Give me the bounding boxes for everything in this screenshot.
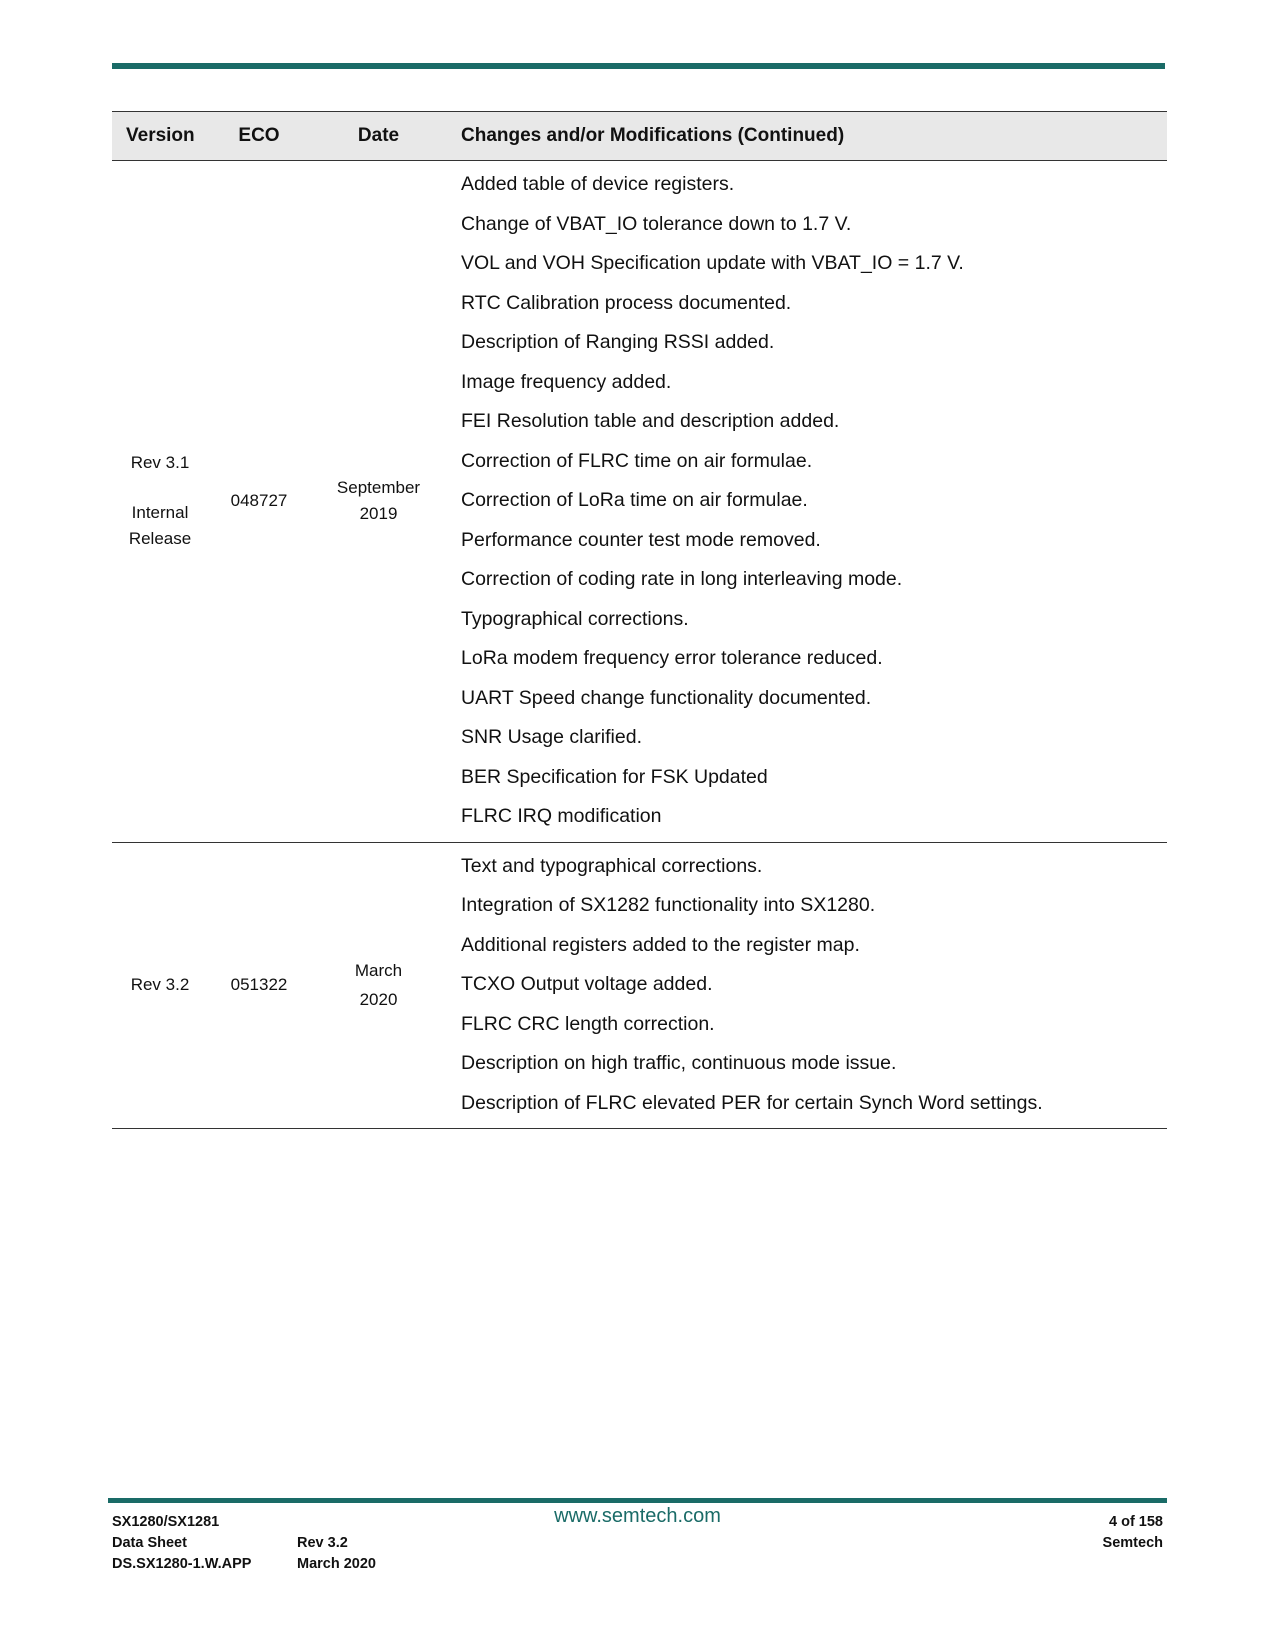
footer-date: March 2020 [297,1556,376,1572]
footer-product: SX1280/SX1281 [112,1514,220,1530]
change-item: Typographical corrections. [461,607,689,630]
change-item: UART Speed change functionality documented. [461,686,872,709]
date-line1: March [354,961,403,981]
header-date: Date [310,112,447,161]
header-version: Version [112,112,208,161]
version-cell: Rev 3.2 [112,842,208,1129]
footer-url-link[interactable]: www.semtech.com [554,1505,721,1527]
change-item: RTC Calibration process documented. [461,291,792,314]
footer-page-number: 4 of 158 [1109,1514,1163,1530]
footer-doc-type: Data Sheet [112,1535,187,1551]
footer-revision-info [297,1533,376,1575]
change-item: LoRa modem frequency error tolerance reduced. [461,647,883,669]
change-item: Text and typographical corrections. [461,854,763,877]
change-item: FLRC CRC length correction. [461,1012,715,1035]
changes-cell [447,842,1167,1129]
change-item: Performance counter test mode removed. [461,528,821,551]
footer-revision: Rev 3.2 [297,1535,348,1551]
change-item: VOL and VOH Specification update with VBAT_IO = 1.7 V. [461,252,964,274]
table-row-rev-3-2 [112,842,1167,1129]
version-note-line1: Internal [131,503,189,523]
table-row-rev-3-1 [112,161,1167,843]
revision-history-table [112,111,1167,1129]
change-item: Image frequency added. [461,370,672,393]
change-item: Integration of SX1282 functionality into SX1280. [461,894,876,916]
change-item: BER Specification for FSK Updated [461,765,768,788]
change-item: FEI Resolution table and description added. [461,410,840,432]
change-item: TCXO Output voltage added. [461,973,713,995]
eco-cell: 048727 [208,161,310,843]
date-line1: September [336,478,421,498]
change-item: Additional registers added to the register map. [461,933,860,956]
header-changes: Changes and/or Modifications (Continued) [447,112,1167,161]
date-cell [310,161,447,843]
change-item: Added table of device registers. [461,173,735,195]
top-rule [112,63,1165,69]
change-item: Change of VBAT_IO tolerance down to 1.7 V. [461,212,852,235]
change-item: Description on high traffic, continuous mode issue. [461,1052,897,1074]
date-line2: 2019 [359,504,398,524]
change-item: SNR Usage clarified. [461,726,642,748]
footer-company: Semtech [1102,1535,1163,1551]
version-label: Rev 3.1 [130,453,190,473]
change-item: Correction of LoRa time on air formulae. [461,489,808,511]
change-item: FLRC IRQ modification [461,805,662,827]
date-cell [310,842,447,1129]
version-cell [112,161,208,843]
version-note-line2: Release [128,529,192,549]
table-header-row [112,112,1167,161]
header-eco: ECO [208,112,310,161]
changes-list [447,843,1167,1129]
changes-list [447,161,1167,842]
date-line2: 2020 [359,990,398,1010]
change-item: Description of FLRC elevated PER for certain Synch Word settings. [461,1091,1043,1114]
change-item: Correction of FLRC time on air formulae. [461,449,813,472]
footer-page-info [1103,1512,1163,1554]
footer-doc-id: DS.SX1280-1.W.APP [112,1556,252,1572]
eco-cell: 051322 [208,842,310,1129]
change-item: Description of Ranging RSSI added. [461,331,775,353]
changes-cell [447,161,1167,843]
change-item: Correction of coding rate in long interleaving mode. [461,568,903,590]
